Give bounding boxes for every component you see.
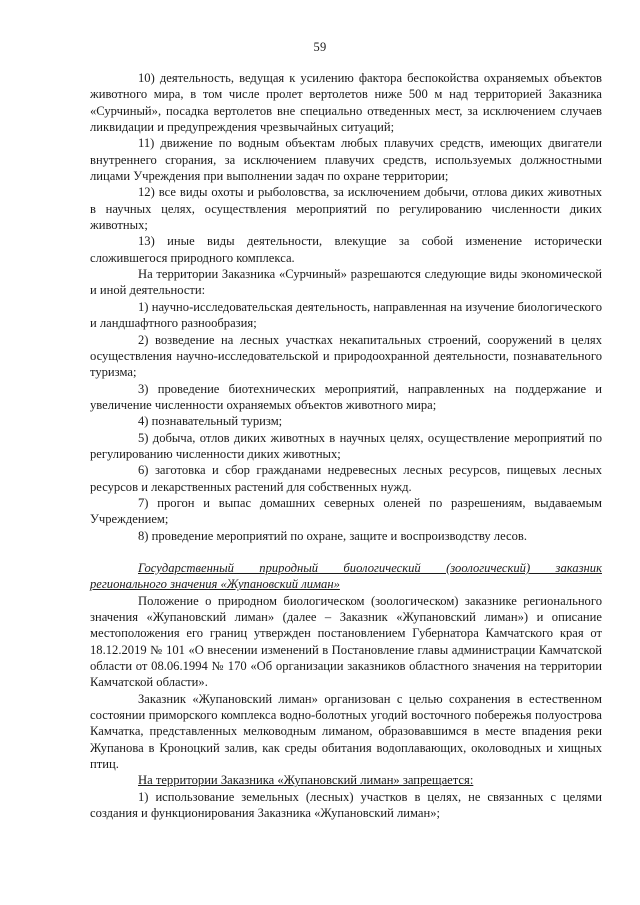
document-body xyxy=(90,70,602,821)
prohibited-heading-line xyxy=(90,772,602,788)
allowed-item-4: 4) познавательный туризм; xyxy=(138,414,283,429)
regulation-paragraph: Положение о природном биологическом (зоологическом) заказнике регионального значения «Жупановский лиман» (далее – Заказник «Жупановский лиман») и описание местоположения его границ утвержден постановлением Губернатора Камчатского края от 18.12.2019 № 101 «О внесении изменений в Постановление главы администрации Камчатской области от 08.06.1994 № 170 «Об организации заказников областного значения на территории Камчатской области». xyxy=(90,593,602,690)
allowed-item-2: 2) возведение на лесных участках некапитальных строений, сооружений в целях осуществления научно-исследовательской и природоохранной деятельности, познавательного туризма; xyxy=(90,332,602,380)
allowed-activities-intro: На территории Заказника «Сурчиный» разрешаются следующие виды экономической и иной деятельности: xyxy=(90,267,602,298)
prohibited-heading: На территории Заказника «Жупановский лиман» запрещается: xyxy=(138,773,474,788)
prohibited-item-1: 1) использование земельных (лесных) участков в целях, не связанных с целями создания и функционирования Заказника «Жупановский лиман»; xyxy=(90,789,602,821)
list-item-11: 11) движение по водным объектам любых плавучих средств, имеющих двигатели внутреннего сгорания, за исключением плавучих средств, используемых должностными лицами Учреждения при выполнении задач по охране территории; xyxy=(90,136,602,184)
list-item-12: 12) все виды охоты и рыболовства, за исключением добычи, отлова диких животных в научных целях, осуществления мероприятий по регулированию численности диких животных; xyxy=(90,185,602,233)
allowed-item-7: 7) прогон и выпас домашних северных оленей по разрешениям, выдаваемым Учреждением; xyxy=(90,495,602,527)
allowed-item-5: 5) добыча, отлов диких животных в научных целях, осуществление мероприятий по регулированию численности диких животных; xyxy=(90,430,602,461)
section-heading-line2: регионального значения «Жупановский лиман» xyxy=(90,577,340,592)
allowed-item-3: 3) проведение биотехнических мероприятий, направленных на поддержание и увеличение численности охраняемых объектов животного мира; xyxy=(90,381,602,412)
allowed-item-1: 1) научно-исследовательская деятельность, направленная на изучение биологического и ландшафтного разнообразия; xyxy=(90,299,602,331)
page-number: 59 xyxy=(313,40,327,54)
purpose-paragraph: Заказник «Жупановский лиман» организован с целью сохранения в естественном состоянии приморского комплекса водно-болотных угодий восточного побережья полуострова Камчатка, представленных мелководным лиманом, образовавшимся в месте впадения реки Жупанова в Кроноцкий залив, как среды обитания водоплавающих, околоводных и хищных птиц. xyxy=(90,691,602,772)
allowed-item-6: 6) заготовка и сбор гражданами недревесных лесных ресурсов, пищевых лесных ресурсов и лекарственных растений для собственных нужд. xyxy=(90,463,602,494)
section-heading-line1: Государственный природный биологический (зоологический) заказник xyxy=(138,560,602,575)
allowed-item-8: 8) проведение мероприятий по охране, защите и воспроизводству лесов. xyxy=(138,528,527,543)
list-item-10: 10) деятельность, ведущая к усилению фактора беспокойства охраняемых объектов животного мира, в том числе пролет вертолетов ниже 500 м над территорией Заказника «Сурчиный», посадка вертолетов вне специально отведенных мест, за исключением случаев ликвидации и предупреждения чрезвычайных ситуаций; xyxy=(90,71,602,135)
list-item-13: 13) иные виды деятельности, влекущие за собой изменение исторически сложившегося природного комплекса. xyxy=(90,234,602,265)
